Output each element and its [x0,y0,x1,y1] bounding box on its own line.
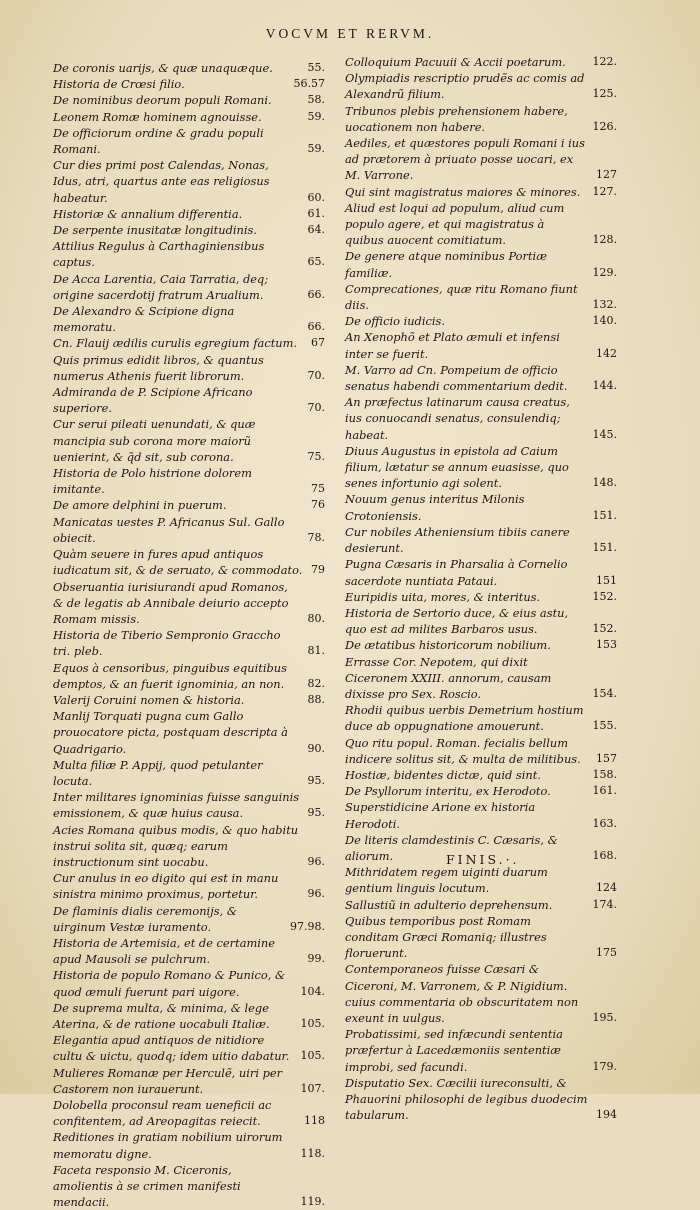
entry-text: Rhodii quibus uerbis Demetrium hostium duce ab oppugnatione amouerunt. [345,703,584,734]
entry-page-number: 124 [596,881,617,895]
entry-page-number: 119. [300,1195,325,1209]
index-entry [53,352,325,384]
index-entry [345,799,617,831]
entry-text: Historia de Tiberio Sempronio Graccho tri. pleb. [53,628,281,659]
index-entry [53,497,325,513]
entry-page-number: 65. [307,255,325,269]
entry-page-number: 153 [596,638,617,652]
entry-text: Equos à censoribus, pinguibus equitibus demptos, & an fuerit ignominia, an non. [53,660,287,691]
entry-text: Dolobella proconsul ream ueneficii ac confitentem, ad Areopagitas reiecit. [53,1098,272,1129]
entry-page-number: 80. [307,611,325,625]
entry-page-number: 154. [592,686,617,700]
entry-page-number: 79 [311,563,325,577]
index-entry [345,281,617,313]
entry-page-number: 163. [592,816,617,830]
entry-text: Inter militares ignominias fuisse sanguinis emissionem, & quæ huius causa. [53,790,300,821]
index-column-right [345,55,617,1123]
entry-page-number: 88. [307,692,325,706]
entry-page-number: 195. [592,1010,617,1024]
entry-text: De serpente inusitatæ longitudinis. [53,223,257,238]
entry-page-number: 125. [592,87,617,101]
entry-text: Attilius Regulus à Carthaginiensibus captus. [53,239,265,270]
entry-text: De coronis uarijs, & quæ unaquæque. [53,61,273,75]
entry-page-number: 99. [307,952,325,966]
index-entry [345,1026,617,1075]
index-entry [53,935,325,967]
entry-page-number: 155. [592,719,617,733]
entry-page-number: 67 [311,336,325,350]
index-entry [53,627,325,659]
entry-page-number: 64. [307,223,325,237]
entry-page-number: 142 [596,346,617,360]
entry-text: Comprecationes, quæ ritu Romano fiunt diis. [345,281,578,313]
entry-page-number: 168. [592,848,617,862]
entry-text: Aediles, et quæstores populi Romani i ius ad prætorem à priuato posse uocari, ex M. Varrone. [345,136,585,183]
entry-text: Superstidicine Arione ex historia Herodoti. [345,800,536,831]
index-entry [53,1032,325,1064]
entry-page-number: 95. [307,773,325,787]
index-entry [345,637,617,653]
entry-page-number: 175 [596,946,617,960]
entry-page-number: 61. [307,206,325,220]
entry-page-number: 59. [307,142,325,156]
entry-text: Euripidis uita, mores, & interitus. [345,589,541,604]
entry-page-number: 60. [307,190,325,204]
index-entry [53,222,325,238]
entry-text: Historiæ & annalium differentia. [53,206,243,221]
entry-text: Contemporaneos fuisse Cæsari & Ciceroni, M. Varronem, & P. Nigidium. cuius commentaria ob obscuritatem non exeunt in uulgus. [345,962,579,1025]
entry-text: Pugna Cæsaris in Pharsalia à Cornelio sacerdote nuntiata Pataui. [345,557,568,588]
entry-text: Obseruantia iurisiurandi apud Romanos, & de legatis ab Annibale deiurio accepto Romam missis. [53,579,289,626]
entry-text: Leonem Romæ hominem agnouisse. [53,109,262,124]
entry-text: Cur serui pileati uenundati, & quæ mancipia sub corona more maiorũ uenierint, & q̃d sit, sub corona. [53,417,256,464]
entry-text: De officio iudicis. [345,314,445,329]
entry-text: Historia de populo Romano & Punico, & quod æmuli fuerunt pari uigore. [53,968,286,999]
entry-page-number: 161. [592,784,617,798]
entry-page-number: 75 [311,482,325,496]
entry-text: Quis primus edidit libros, & quantus numerus Athenis fuerit librorum. [53,352,264,383]
index-entry [53,157,325,206]
entry-page-number: 140. [592,314,617,328]
running-head: VOCVM ET RERVM. [265,26,435,41]
index-entry [53,125,325,157]
entry-page-number: 105. [300,1016,325,1030]
entry-text: De Acca Larentia, Caia Tarratia, deq; origine sacerdotij fratrum Arualium. [53,271,269,302]
index-entry [53,303,325,335]
entry-page-number: 76 [311,498,325,512]
entry-text: De suprema multa, & minima, & lege Aterina, & de ratione uocabuli Italiæ. [53,1000,270,1031]
index-entry [53,967,325,999]
index-entry [345,556,617,588]
index-entry [345,702,617,734]
entry-page-number: 118 [304,1114,325,1128]
entry-page-number: 66. [307,320,325,334]
entry-page-number: 151. [592,541,617,555]
entry-page-number: 127. [592,184,617,198]
index-entry [345,491,617,523]
entry-page-number: 152. [592,622,617,636]
index-entry [53,76,325,92]
entry-text: Manicatas uestes P. Africanus Sul. Gallo obiecit. [53,514,285,545]
entry-page-number: 59. [307,109,325,123]
entry-page-number: 128. [592,233,617,247]
entry-text: Manlij Torquati pugna cum Gallo prouocatore picta, postquam descripta à Quadrigario. [53,709,288,756]
entry-page-number: 96. [307,854,325,868]
entry-text: Multa filiæ P. Appij, quod petulanter locuta. [53,757,263,788]
entry-text: Mithridatem regem uiginti duarum gentium linguis locutum. [345,865,548,896]
entry-page-number: 144. [592,379,617,393]
entry-page-number: 157 [596,751,617,765]
entry-text: An Xenophõ et Plato æmuli et infensi inter se fuerit. [345,330,560,361]
entry-page-number: 107. [300,1081,325,1095]
entry-text: De literis clamdestinis C. Cæsaris, & aliorum. [345,832,558,863]
entry-page-number: 58. [307,93,325,107]
entry-text: An præfectus latinarum causa creatus, ius conuocandi senatus, consulendiq; habeat. [345,395,570,442]
entry-text: Probatissimi, sed infæcundi sententia præfertur à Lacedæmoniis sententiæ improbi, sed facundi. [345,1027,563,1074]
entry-text: Faceta responsio M. Ciceronis, amolientis à se crimen manifesti mendacii. [53,1162,241,1210]
index-entry [53,335,325,351]
entry-text: Valerij Coruini nomen & historia. [53,692,245,707]
entry-page-number: 118. [300,1146,325,1160]
entry-page-number: 66. [307,287,325,301]
entry-page-number: 129. [592,265,617,279]
index-entry [345,329,617,361]
index-entry [345,767,617,783]
index-entry [53,660,325,692]
entry-page-number: 75. [307,449,325,463]
index-entry [53,238,325,270]
index-entry [345,184,617,200]
entry-page-number: 179. [592,1059,617,1073]
index-entry [345,913,617,962]
entry-page-number: 152. [592,589,617,603]
entry-text: Elegantia apud antiquos de nitidiore cultu & uictu, quodq; idem uitio dabatur. [53,1033,290,1064]
entry-text: Mulieres Romanæ per Herculẽ, uiri per Castorem non iurauerunt. [53,1065,283,1096]
index-entry [53,708,325,757]
entry-page-number: 194 [596,1108,617,1122]
entry-text: Quàm seuere in fures apud antiquos iudicatum sit, & de seruato, & commodato. [53,547,303,578]
index-entry [53,416,325,465]
entry-text: Aliud est loqui ad populum, aliud cum populo agere, et qui magistratus à quibus auocent comitiatum. [345,200,565,248]
index-entry [53,546,325,578]
entry-text: De nominibus deorum populi Romani. [53,93,272,108]
entry-page-number: 151. [592,508,617,522]
entry-text: Cn. Flauij ædilis curulis egregium factum. [53,336,298,351]
entry-text: De flaminis dialis ceremonijs, & uirginum Vestæ iuramento. [53,903,237,934]
index-entry [345,864,617,896]
entry-text: Reditiones in gratiam nobilium uirorum memoratu digne. [53,1130,283,1161]
entry-text: Tribunos plebis prehensionem habere, uocationem non habere. [345,103,568,134]
entry-text: Disputatio Sex. Cæcilii iureconsulti, & Phauorini philosophi de legibus duodecim tabularum. [345,1075,588,1123]
entry-text: Historia de Crœsi filio. [53,77,185,92]
entry-page-number: 151 [596,573,617,587]
entry-page-number: 174. [592,897,617,911]
index-entry [53,109,325,125]
entry-text: Cur nobiles Atheniensium tibiis canere desierunt. [345,524,570,556]
entry-text: Hostiæ, bidentes dictæ, quid sint. [345,767,541,782]
entry-text: De officiorum ordine & gradu populi Romani. [53,125,264,157]
entry-page-number: 132. [592,298,617,312]
entry-page-number: 122. [592,55,617,68]
entry-page-number: 70. [307,368,325,382]
entry-text: De Psyllorum interitu, ex Herodoto. [345,784,551,799]
index-entry [53,271,325,303]
entry-text: Historia de Sertorio duce, & eius astu, quo est ad milites Barbaros usus. [345,605,569,637]
entry-text: Historia de Polo histrione dolorem imitante. [53,466,252,497]
index-entry [53,1065,325,1097]
entry-text: Historia de Artemisia, et de certamine apud Mausoli se pulchrum. [53,935,276,967]
entry-page-number: 105. [300,1049,325,1063]
index-entry [53,822,325,871]
entry-text: Diuus Augustus in epistola ad Caium filium, lætatur se annum euasisse, quo senes infortunio agi solent. [345,443,569,491]
entry-page-number: 97.98. [290,919,325,933]
index-entry [53,579,325,628]
entry-page-number: 78. [307,530,325,544]
index-entry [345,394,617,443]
entry-page-number: 70. [307,401,325,415]
index-entry [53,60,325,76]
entry-text: Quibus temporibus post Romam conditam Græci Romaniq; illustres floruerunt. [345,913,547,961]
index-entry [53,206,325,222]
entry-text: Nouum genus interitus Milonis Crotoniensis. [345,492,525,523]
entry-page-number: 104. [300,984,325,998]
index-entry [345,735,617,767]
index-column-left [53,60,325,1210]
index-entry [345,362,617,394]
entry-text: M. Varro ad Cn. Pompeium de officio senatus habendi commentarium dedit. [345,362,568,394]
index-entry [53,692,325,708]
entry-text: De ætatibus historicorum nobilium. [345,638,551,653]
index-entry [345,897,617,913]
index-entry [345,1075,617,1124]
entry-page-number: 95. [307,806,325,820]
entry-text: Admiranda de P. Scipione Africano superiore. [53,385,253,416]
entry-text: Acies Romana quibus modis, & quo habitu instrui solita sit, quæq; earum instructionum sint uocabu. [53,822,299,869]
index-entry [53,757,325,789]
index-entry [345,135,617,184]
entry-text: De genere atque nominibus Portiæ familiæ. [345,249,547,280]
index-entry [345,589,617,605]
entry-page-number: 90. [307,741,325,755]
index-entry [53,1097,325,1129]
entry-page-number: 81. [307,644,325,658]
index-entry [345,103,617,135]
index-entry [345,524,617,556]
index-entry [345,54,617,70]
entry-text: Qui sint magistratus maiores & minores. [345,184,581,199]
index-entry [53,92,325,108]
index-entry [345,200,617,249]
index-entry [345,783,617,799]
index-entry [345,313,617,329]
entry-text: Cur dies primi post Calendas, Nonas, Idus, atri, quartus ante eas religiosus habeatur. [53,158,270,205]
index-entry [345,70,617,102]
index-entry [53,1162,325,1210]
entry-text: Colloquium Pacuuii & Accii poetarum. [345,55,566,69]
finis-mark: FINIS.·. [446,852,520,867]
entry-page-number: 158. [592,767,617,781]
index-entry [53,1000,325,1032]
entry-text: Olympiadis rescriptio prudẽs ac comis ad Alexandrũ filium. [345,71,585,102]
index-entry [53,789,325,821]
index-entry [53,903,325,935]
entry-text: Cur anulus in eo digito qui est in manu sinistra minimo proximus, portetur. [53,871,279,902]
entry-text: De Alexandro & Scipione digna memoratu. [53,304,235,335]
entry-page-number: 148. [592,476,617,490]
index-entry [345,605,617,637]
entry-text: De amore delphini in puerum. [53,498,227,513]
index-entry [53,870,325,902]
index-entry [345,961,617,1026]
index-entry [345,654,617,703]
index-entry [53,465,325,497]
index-entry [345,443,617,492]
index-entry [53,1129,325,1161]
entry-text: Errasse Cor. Nepotem, qui dixit Ciceronem XXIII. annorum, causam dixisse pro Sex. Roscio. [345,654,552,701]
index-entry [53,514,325,546]
entry-page-number: 55. [307,61,325,74]
entry-page-number: 145. [592,427,617,441]
index-entry [53,384,325,416]
entry-page-number: 127 [596,168,617,182]
entry-page-number: 82. [307,676,325,690]
entry-text: Sallustiũ in adulterio deprehensum. [345,897,553,912]
index-entry [345,248,617,280]
entry-page-number: 126. [592,119,617,133]
entry-page-number: 96. [307,887,325,901]
entry-text: Quo ritu popul. Roman. fecialis bellum indicere solitus sit, & multa de militibus. [345,735,581,766]
entry-page-number: 56.57 [293,77,325,91]
